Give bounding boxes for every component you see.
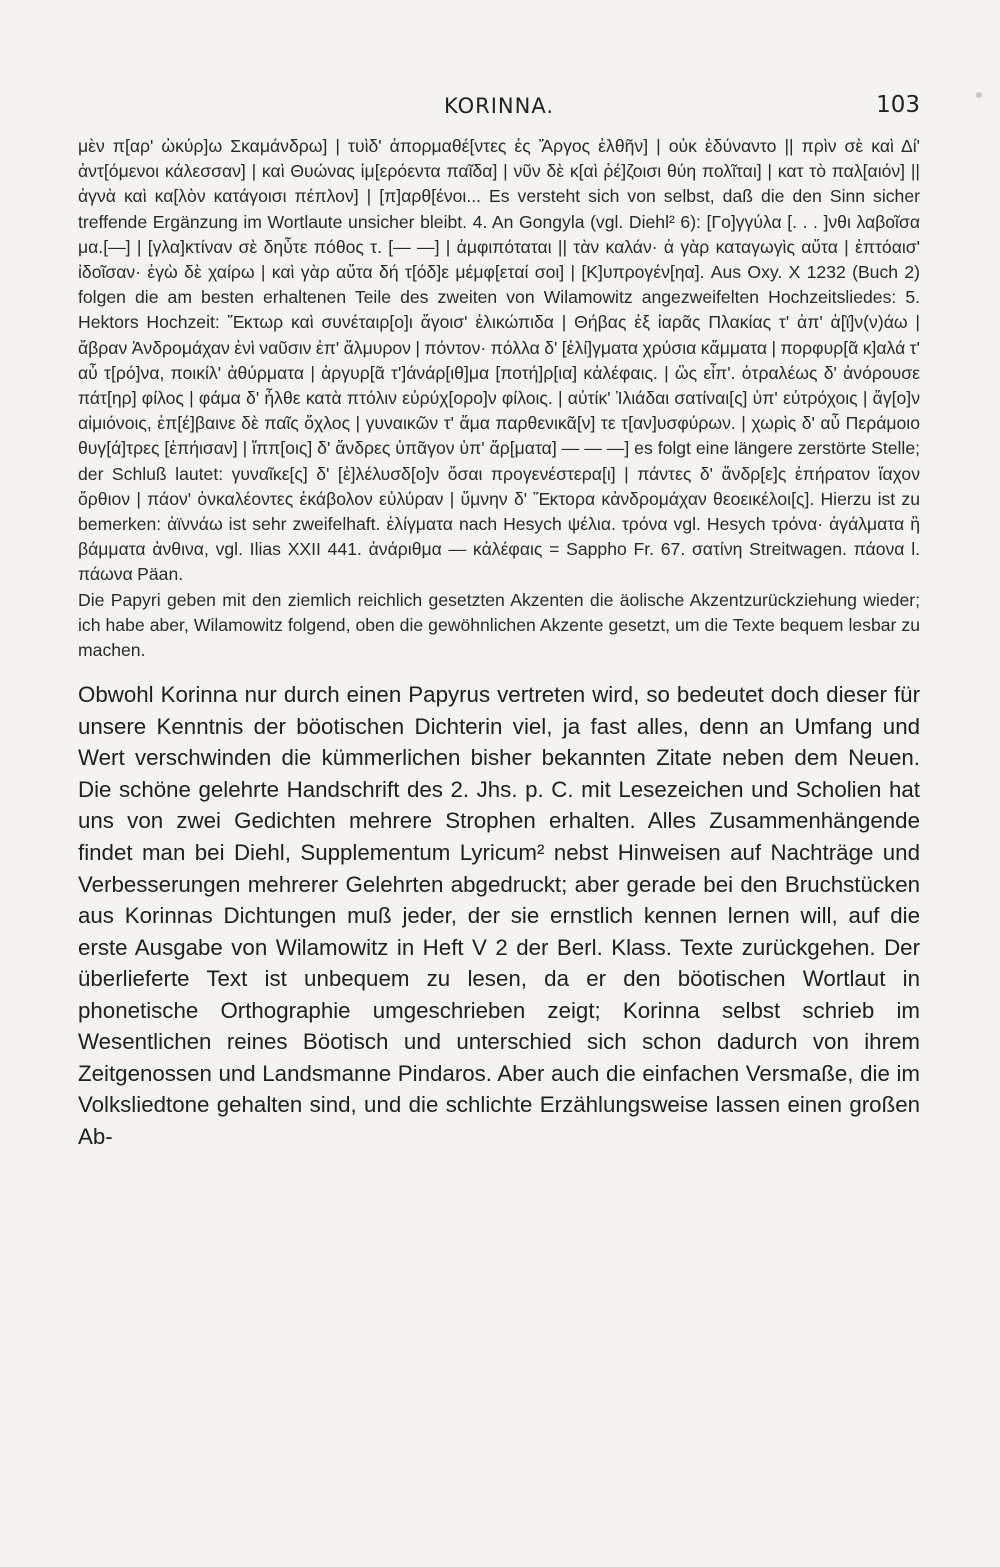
book-page	[78, 90, 920, 1530]
footnote-paragraph: Die Papyri geben mit den ziemlich reichlich gesetzten Akzenten die äolische Akzentzurückziehung wieder; ich habe aber, Wilamowitz folgend, oben die gewöhnlichen Akzente gesetzt, um die Texte bequem lesbar zu machen.	[78, 589, 920, 661]
running-head	[78, 90, 920, 130]
footnote-paragraph: μὲν π[αρ' ὠκύρ]ω Σκαμάνδρω] | τυὶδ' ἀπορμαθέ[ντες ἐς Ἄργος ἐλθῆν] | οὐκ ἐδύναντο || πρὶν σὲ καὶ Δί' ἀντ[όμενοι κάλεσσαν] | καὶ Θυώνας ἱμ[ερόεντα παῖδα] | νῦν δὲ κ[αὶ ῥέ]ζοισι θύη πολῖται] | κατ τὸ παλ[αιόν] || ἀγνὰ καὶ κα[λὸν κατάγοισι πέπλον] | [π]αρθ[ένοι... Es versteht sich von selbst, daß die den Sinn sicher treffende Ergänzung im Wortlaute unsicher bleibt. 4. An Gongyla (vgl. Diehl² 6): [Γο]γγύλα [. . . ]νθι λαβοῖσα μα.[—] | [γλα]κτίναν σὲ δηὖτε πόθος τ. [— —] | ἀμφιπόταται || τὰν καλάν· ἀ γὰρ καταγωγὶς αὔτα | ἐπτόαισ' ἰδοῖσαν· ἐγὼ δὲ χαίρω | καὶ γὰρ αὔτα δή τ[όδ]ε μέμφ[εταί σοι] | [Κ]υπρογέν[ηα]. Aus Oxy. X 1232 (Buch 2) folgen die am besten erhaltenen Teile des zweiten von Wilamowitz angezweifelten Hochzeitsliedes: 5. Hektors Hochzeit: Ἔκτωρ καὶ συνέταιρ[ο]ι ἄγοισ' ἐλικώπιδα | Θήβας ἐξ ἰαρᾶς Πλακίας τ' ἀπ' ἀ[ϊ]ν(ν)άω | ἄβραν Ἀνδρομάχαν ἐνὶ ναῦσιν ἐπ' ἄλμυρον | πόντον· πόλλα δ' [ἐλί]γματα χρύσια κἄμματα | πορφυρ[ᾶ κ]αλά τ' αὖ τ[ρό]να, ποικίλ' ἀθύρματα | ἀργυρ[ᾶ τ']άνάρ[ιθ]μα [ποτή]ρ[ια] κἀλέφαις. | ὣς εἶπ'. ὀτραλέως δ' ἀνόρουσε πάτ[ηρ] φίλος | φάμα δ' ἦλθε κατὰ πτόλιν εὐρύχ[ορο]ν φίλοις. | αὐτίκ' Ἰλιάδαι σατίναι[ς] ὑπ' εὐτρόχοις | ἄγ[ο]ν αἰμιόνοις, ἐπ[έ]βαινε δὲ παῖς ὄχλος | γυναικῶν τ' ἄμα παρθενικᾶ[ν] τε τ[αν]υσφύρων. | χωρὶς δ' αὖ Περάμοιο θυγ[ά]τρες [ἐπήισαν] | ἵππ[οις] δ' ἄνδρες ὑπᾶγον ὑπ' ἄρ[ματα] — — —] es folgt eine längere zerstörte Stelle; der Schluß lautet: γυναῖκε[ς] δ' [ἐ]λέλυσδ[ο]ν ὅσαι προγενέστερα[ι] | πάντες δ' ἄνδρ[ε]ς ἐπήρατον ἴαχον ὄρθιον | πάον' ὀνκαλέοντες ἑκάβολον εὐλύραν | ὕμνην δ' Ἕκτορα κἀνδρομάχαν θεοεικέλοι[ς]. Hierzu ist zu bemerken: ἀϊννάω ist sehr zweifelhaft. ἐλίγματα nach Hesych ψέλια. τρόνα vgl. Hesych τρόνα· ἀγάλματα ἢ βάμματα ἀνθινα, vgl. Ilias XXII 441. ἀνάριθμα — κἀλέφαις = Sappho Fr. 67. σατίνη Streitwagen. πάονα l. πάωνα Päan.	[78, 136, 920, 585]
main-paragraph: Obwohl Korinna nur durch einen Papyrus vertreten wird, so bedeutet doch dieser für unsere Kenntnis der böotischen Dichterin viel, ja fast alles, denn an Umfang und Wert verschwinden die kümmerlichen bisher bekannten Zitate neben dem Neuen. Die schöne gelehrte Handschrift des 2. Jhs. p. C. mit Lesezeichen und Scholien hat uns von zwei Gedichten mehrere Strophen erhalten. Alles Zusammenhängende findet man bei Diehl, Supplementum Lyricum² nebst Hinweisen auf Nachträge und Verbesserungen mehrerer Gelehrten abgedruckt; aber gerade bei den Bruchstücken aus Korinnas Dichtungen muß jeder, der sie ernstlich kennen lernen will, auf die erste Ausgabe von Wilamowitz in Heft V 2 der Berl. Klass. Texte zurückgehen. Der überlieferte Text ist unbequem zu lesen, da er den böotischen Wortlaut in phonetische Orthographie umgeschrieben zeigt; Korinna selbst schrieb im Wesentlichen reines Böotisch und unterschied sich schon dadurch von ihrem Zeitgenossen und Landsmanne Pindaros. Aber auch die einfachen Versmaße, die im Volksliedtone gehalten sind, und die schlichte Erzählungsweise lassen einen großen Ab-	[78, 682, 920, 1149]
footnote-block	[78, 134, 920, 663]
page-number: 103	[876, 92, 920, 118]
main-text	[78, 679, 920, 1152]
running-title: KORINNA.	[443, 94, 555, 118]
paper-speck-decoration	[976, 92, 982, 98]
